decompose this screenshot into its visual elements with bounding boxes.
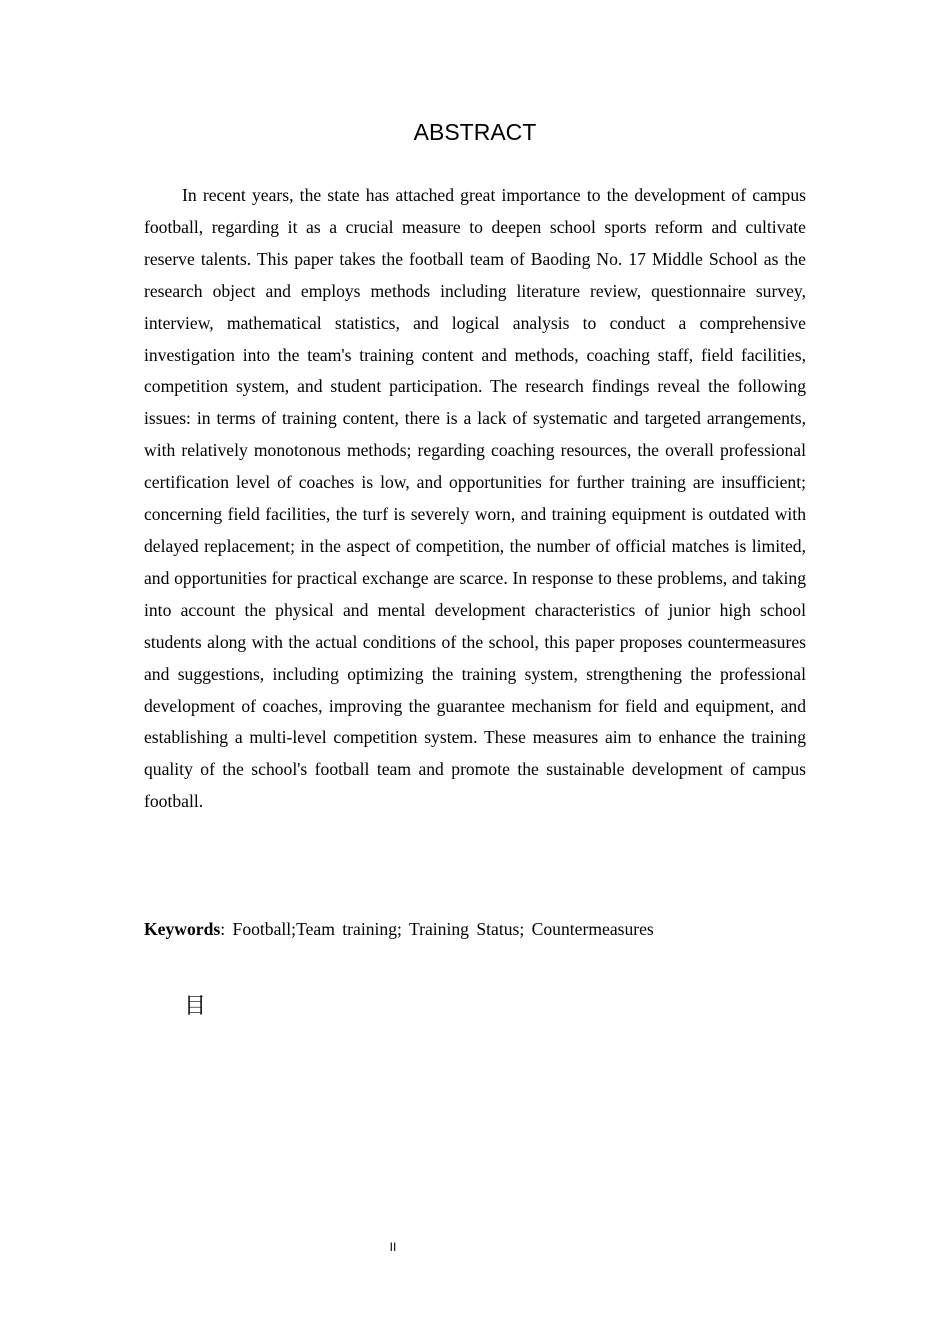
abstract-body: In recent years, the state has attached great importance to the development of campus football, regarding it as a crucial measure to deepen school sports reform and cultivate reserve talents. This paper takes the football team of Baoding No. 17 Middle School as the research object and employs methods including literature review, questionnaire survey, interview, mathematical statistics, and logical analysis to conduct a comprehensive investigation into the team's training content and methods, coaching staff, field facilities, competition system, and student participation. The research findings reveal the following issues: in terms of training content, there is a lack of systematic and targeted arrangements, with relatively monotonous methods; regarding coaching resources, the overall professional certification level of coaches is low, and opportunities for further training are insufficient; concerning field facilities, the turf is severely worn, and training equipment is outdated with delayed replacement; in the aspect of competition, the number of official matches is limited, and opportunities for practical exchange are scarce. In response to these problems, and taking into account the physical and mental development characteristics of junior high school students along with the actual conditions of the school, this paper proposes countermeasures and suggestions, including optimizing the training system, strengthening the professional development of coaches, improving the guarantee mechanism for field and equipment, and establishing a multi-level competition system. These measures aim to enhance the training quality of the school's football team and promote the sustainable development of campus football. (144, 185, 806, 812)
keywords-label: Keywords (144, 919, 221, 939)
page-number: II (389, 1240, 397, 1254)
keywords-text: Football;Team training; Training Status; Countermeasures (232, 919, 654, 939)
table-of-contents-heading-fragment: 目 (184, 994, 207, 1019)
keywords-line (144, 914, 824, 946)
abstract-title: ABSTRACT (413, 119, 537, 145)
keywords-separator: : (220, 919, 226, 939)
